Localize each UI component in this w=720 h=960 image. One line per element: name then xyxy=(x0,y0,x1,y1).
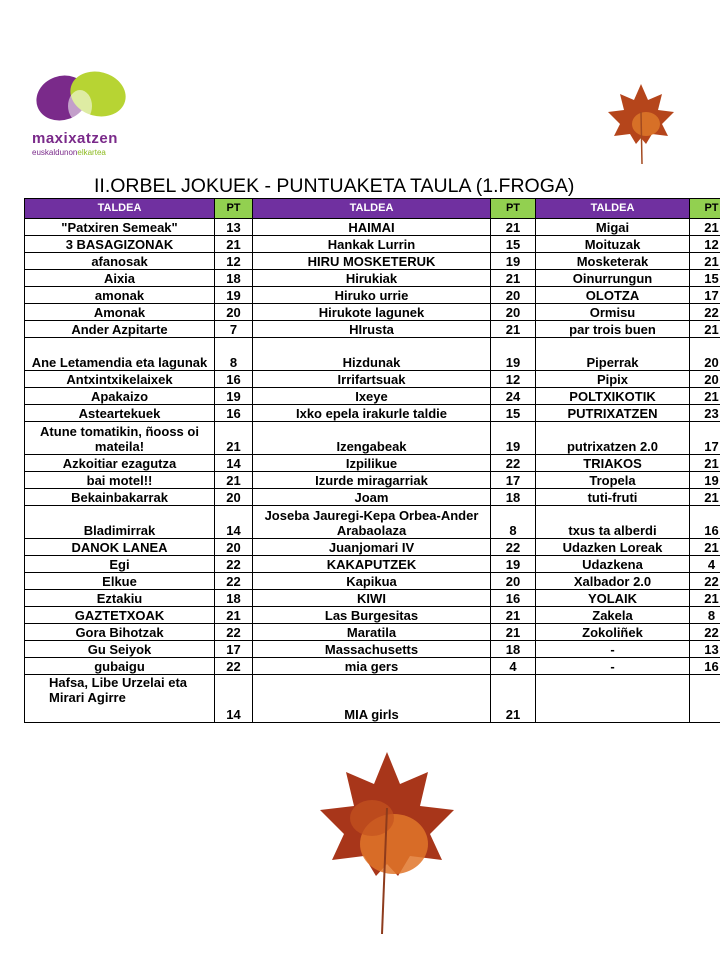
team-points: 13 xyxy=(215,219,253,236)
team-points: 19 xyxy=(690,472,720,489)
team-points: 4 xyxy=(690,556,720,573)
team-points: 20 xyxy=(491,287,536,304)
team-name: Izpilikue xyxy=(253,455,491,472)
header-team-2: TALDEA xyxy=(253,199,491,219)
team-points: 20 xyxy=(491,573,536,590)
team-points: 17 xyxy=(690,422,720,455)
team-name: Hirukote lagunek xyxy=(253,304,491,321)
team-name: Izurde miragarriak xyxy=(253,472,491,489)
logo-name: maxixatzen xyxy=(32,130,118,147)
table-row xyxy=(25,371,720,388)
team-points: 21 xyxy=(491,219,536,236)
team-points: 18 xyxy=(215,590,253,607)
team-points: 21 xyxy=(215,472,253,489)
table-row xyxy=(25,590,720,607)
team-points: 22 xyxy=(690,304,720,321)
table-row xyxy=(25,506,720,539)
team-name: Eztakiu xyxy=(25,590,215,607)
table-row xyxy=(25,219,720,236)
team-points: 19 xyxy=(491,253,536,270)
team-name: Izengabeak xyxy=(253,422,491,455)
team-points: 14 xyxy=(215,455,253,472)
team-name xyxy=(536,675,690,723)
team-points: 19 xyxy=(491,422,536,455)
team-points: 21 xyxy=(491,624,536,641)
team-points: 21 xyxy=(491,675,536,723)
table-row xyxy=(25,270,720,287)
team-points: 12 xyxy=(215,253,253,270)
team-points: 20 xyxy=(690,371,720,388)
table-row xyxy=(25,658,720,675)
header-points-3: PT xyxy=(690,199,720,219)
team-points: 22 xyxy=(215,624,253,641)
table-row xyxy=(25,422,720,455)
autumn-leaf-icon xyxy=(312,748,462,938)
table-row xyxy=(25,321,720,338)
team-name: Amonak xyxy=(25,304,215,321)
header-points-1: PT xyxy=(215,199,253,219)
team-name: Hankak Lurrin xyxy=(253,236,491,253)
table-row xyxy=(25,539,720,556)
team-points: 19 xyxy=(215,287,253,304)
team-points: 12 xyxy=(491,371,536,388)
table-row xyxy=(25,253,720,270)
team-name: gubaigu xyxy=(25,658,215,675)
team-name: Oinurrungun xyxy=(536,270,690,287)
team-points: 4 xyxy=(491,658,536,675)
autumn-leaf-icon xyxy=(606,82,676,166)
team-points: 15 xyxy=(491,236,536,253)
team-name: Aixia xyxy=(25,270,215,287)
team-name: Joseba Jauregi-Kepa Orbea-Ander Arabaolaza xyxy=(253,506,491,539)
team-points: 22 xyxy=(690,624,720,641)
team-name: Hirukiak xyxy=(253,270,491,287)
team-points: 15 xyxy=(690,270,720,287)
table-row xyxy=(25,236,720,253)
team-name: amonak xyxy=(25,287,215,304)
team-name: Zakela xyxy=(536,607,690,624)
butterfly-logo-icon xyxy=(32,66,132,128)
team-name: Atune tomatikin, ñooss oi mateila! xyxy=(25,422,215,455)
team-name: Gu Seiyok xyxy=(25,641,215,658)
team-points: 21 xyxy=(215,607,253,624)
team-name: Zokoliñek xyxy=(536,624,690,641)
team-name: Hiruko urrie xyxy=(253,287,491,304)
header-team-3: TALDEA xyxy=(536,199,690,219)
team-name: PUTRIXATZEN xyxy=(536,405,690,422)
team-name: Ixko epela irakurle taldie xyxy=(253,405,491,422)
team-name: DANOK LANEA xyxy=(25,539,215,556)
team-points: 24 xyxy=(491,388,536,405)
team-name: afanosak xyxy=(25,253,215,270)
team-name: Ane Letamendia eta lagunak xyxy=(25,338,215,371)
team-name: HIrusta xyxy=(253,321,491,338)
team-name: Piperrak xyxy=(536,338,690,371)
team-name: Apakaizo xyxy=(25,388,215,405)
team-name: Pipix xyxy=(536,371,690,388)
team-name: - xyxy=(536,658,690,675)
team-points: 12 xyxy=(690,236,720,253)
team-name: HIRU MOSKETERUK xyxy=(253,253,491,270)
team-points: 14 xyxy=(215,675,253,723)
table-header-row xyxy=(25,199,720,219)
team-name: Ixeye xyxy=(253,388,491,405)
team-points xyxy=(690,675,720,723)
team-points: 16 xyxy=(215,405,253,422)
team-points: 22 xyxy=(491,539,536,556)
team-points: 14 xyxy=(215,506,253,539)
team-name: putrixatzen 2.0 xyxy=(536,422,690,455)
team-name: Massachusetts xyxy=(253,641,491,658)
team-points: 21 xyxy=(215,422,253,455)
team-name: POLTXIKOTIK xyxy=(536,388,690,405)
team-name: mia gers xyxy=(253,658,491,675)
header-points-2: PT xyxy=(491,199,536,219)
team-points: 19 xyxy=(215,388,253,405)
team-points: 21 xyxy=(491,321,536,338)
team-points: 21 xyxy=(690,219,720,236)
team-points: 19 xyxy=(491,338,536,371)
team-points: 22 xyxy=(690,573,720,590)
team-name: - xyxy=(536,641,690,658)
team-points: 22 xyxy=(215,658,253,675)
team-points: 22 xyxy=(491,455,536,472)
table-row xyxy=(25,405,720,422)
team-name: Hafsa, Libe Urzelai eta Mirari Agirre xyxy=(25,675,215,723)
team-name: OLOTZA xyxy=(536,287,690,304)
team-points: 20 xyxy=(215,304,253,321)
team-name: GAZTETXOAK xyxy=(25,607,215,624)
table-row xyxy=(25,573,720,590)
team-points: 17 xyxy=(215,641,253,658)
team-name: Moituzak xyxy=(536,236,690,253)
team-points: 21 xyxy=(690,455,720,472)
table-row xyxy=(25,455,720,472)
logo-subtitle: euskaldunonelkartea xyxy=(32,148,106,157)
team-points: 15 xyxy=(491,405,536,422)
team-points: 20 xyxy=(491,304,536,321)
team-points: 21 xyxy=(690,590,720,607)
team-points: 21 xyxy=(491,270,536,287)
table-row xyxy=(25,489,720,506)
team-name: HAIMAI xyxy=(253,219,491,236)
team-points: 18 xyxy=(491,489,536,506)
table-row xyxy=(25,338,720,371)
team-points: 17 xyxy=(491,472,536,489)
team-points: 8 xyxy=(690,607,720,624)
team-name: tuti-fruti xyxy=(536,489,690,506)
team-name: Joam xyxy=(253,489,491,506)
team-points: 21 xyxy=(690,253,720,270)
team-name: Ander Azpitarte xyxy=(25,321,215,338)
table-row xyxy=(25,304,720,321)
team-name: TRIAKOS xyxy=(536,455,690,472)
team-points: 19 xyxy=(491,556,536,573)
team-name: 3 BASAGIZONAK xyxy=(25,236,215,253)
team-name: Kapikua xyxy=(253,573,491,590)
team-name: Elkue xyxy=(25,573,215,590)
team-name: YOLAIK xyxy=(536,590,690,607)
team-points: 17 xyxy=(690,287,720,304)
page-title: II.ORBEL JOKUEK - PUNTUAKETA TAULA (1.FROGA) xyxy=(94,175,575,197)
team-name: Irrifartsuak xyxy=(253,371,491,388)
maxixatzen-logo xyxy=(28,66,138,166)
team-points: 16 xyxy=(690,658,720,675)
team-name: Tropela xyxy=(536,472,690,489)
team-points: 21 xyxy=(690,388,720,405)
team-name: Asteartekuek xyxy=(25,405,215,422)
team-points: 23 xyxy=(690,405,720,422)
table-row xyxy=(25,624,720,641)
team-name: Migai xyxy=(536,219,690,236)
team-points: 13 xyxy=(690,641,720,658)
table-row xyxy=(25,472,720,489)
team-points: 20 xyxy=(215,489,253,506)
team-points: 16 xyxy=(690,506,720,539)
team-name: Udazkena xyxy=(536,556,690,573)
scores-table xyxy=(24,198,720,723)
team-name: Gora Bihotzak xyxy=(25,624,215,641)
team-name: KIWI xyxy=(253,590,491,607)
team-name: Xalbador 2.0 xyxy=(536,573,690,590)
team-name: bai motel!! xyxy=(25,472,215,489)
team-name: MIA girls xyxy=(253,675,491,723)
team-points: 21 xyxy=(690,489,720,506)
team-name: Bekainbakarrak xyxy=(25,489,215,506)
table-row xyxy=(25,388,720,405)
table-row xyxy=(25,675,720,723)
team-name: Mosketerak xyxy=(536,253,690,270)
team-name: Antxintxikelaixek xyxy=(25,371,215,388)
team-points: 20 xyxy=(215,539,253,556)
team-points: 21 xyxy=(690,539,720,556)
table-row xyxy=(25,607,720,624)
header-team-1: TALDEA xyxy=(25,199,215,219)
team-points: 22 xyxy=(215,573,253,590)
team-points: 21 xyxy=(491,607,536,624)
team-name: Egi xyxy=(25,556,215,573)
team-name: Azkoitiar ezagutza xyxy=(25,455,215,472)
team-points: 20 xyxy=(690,338,720,371)
team-points: 18 xyxy=(491,641,536,658)
team-points: 18 xyxy=(215,270,253,287)
table-row xyxy=(25,287,720,304)
team-name: txus ta alberdi xyxy=(536,506,690,539)
team-name: Hizdunak xyxy=(253,338,491,371)
team-name: par trois buen xyxy=(536,321,690,338)
team-points: 16 xyxy=(491,590,536,607)
team-points: 8 xyxy=(491,506,536,539)
team-name: Juanjomari IV xyxy=(253,539,491,556)
team-points: 21 xyxy=(215,236,253,253)
team-points: 22 xyxy=(215,556,253,573)
table-row xyxy=(25,641,720,658)
team-name: Udazken Loreak xyxy=(536,539,690,556)
team-name: Las Burgesitas xyxy=(253,607,491,624)
team-name: KAKAPUTZEK xyxy=(253,556,491,573)
team-points: 16 xyxy=(215,371,253,388)
table-row xyxy=(25,556,720,573)
team-name: "Patxiren Semeak" xyxy=(25,219,215,236)
team-name: Bladimirrak xyxy=(25,506,215,539)
team-name: Maratila xyxy=(253,624,491,641)
team-points: 7 xyxy=(215,321,253,338)
team-name: Ormisu xyxy=(536,304,690,321)
team-points: 21 xyxy=(690,321,720,338)
team-points: 8 xyxy=(215,338,253,371)
